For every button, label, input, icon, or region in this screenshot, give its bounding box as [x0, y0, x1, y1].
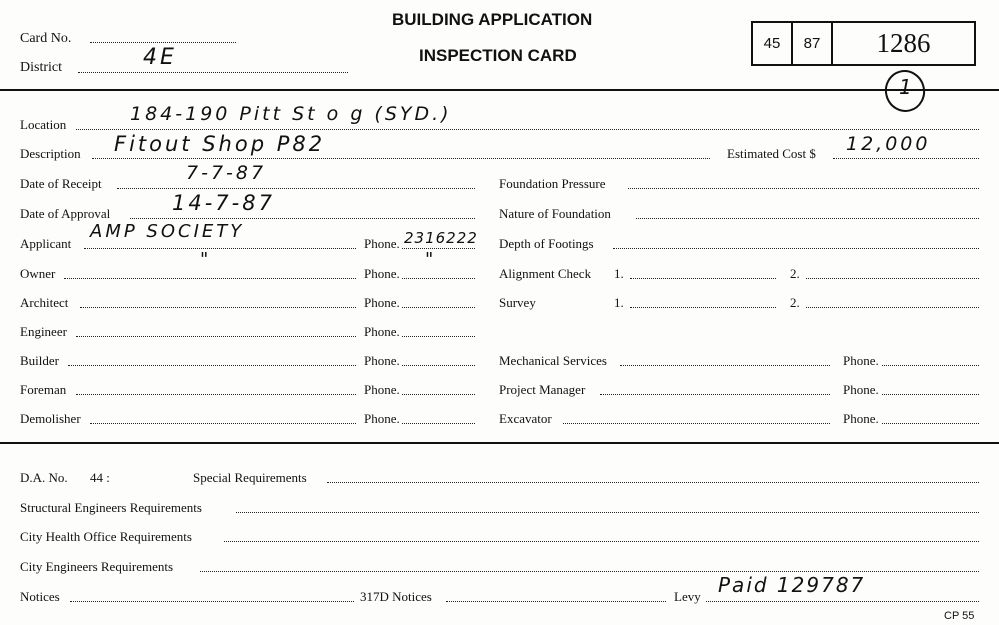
mechanical-field[interactable]: [620, 365, 830, 366]
demolisher-phone-label: Phone.: [364, 411, 400, 426]
demolisher-phone-field[interactable]: [402, 423, 475, 424]
health-label: City Health Office Requirements: [20, 529, 192, 544]
box2-value: 87: [803, 35, 821, 52]
owner-field[interactable]: [64, 278, 356, 279]
survey-1-field[interactable]: [630, 307, 776, 308]
foreman-field[interactable]: [76, 394, 356, 395]
alignment-check-label: Alignment Check: [499, 266, 592, 281]
header-divider: [0, 89, 999, 91]
architect-phone-field[interactable]: [402, 307, 475, 308]
levy-field[interactable]: [706, 601, 979, 602]
excavator-label: Excavator: [499, 411, 552, 426]
estimated-cost-value: 12,000: [846, 133, 931, 155]
project-manager-field[interactable]: [600, 394, 830, 395]
applicant-phone-field[interactable]: [402, 248, 475, 249]
survey-2-label: 2.: [790, 295, 800, 310]
engineer-label: Engineer: [20, 324, 67, 339]
project-manager-phone-field[interactable]: [882, 394, 979, 395]
da-no-label: D.A. No.: [20, 470, 68, 485]
builder-phone-label: Phone.: [364, 353, 400, 368]
district-label: District: [20, 60, 62, 75]
demolisher-field[interactable]: [90, 423, 356, 424]
description-value: Fitout Shop P82: [114, 132, 326, 156]
district-field[interactable]: [78, 72, 348, 73]
architect-phone-label: Phone.: [364, 295, 400, 310]
applicant-phone-value: 2316222: [404, 229, 478, 247]
applicant-label: Applicant: [20, 236, 72, 251]
estimated-cost-label: Estimated Cost $: [727, 146, 816, 161]
nature-foundation-label: Nature of Foundation: [499, 206, 611, 221]
survey-label: Survey: [499, 295, 536, 310]
owner-phone-ditto: ": [425, 249, 437, 270]
mechanical-phone-label: Phone.: [843, 353, 879, 368]
excavator-phone-field[interactable]: [882, 423, 979, 424]
foreman-label: Foreman: [20, 382, 67, 397]
owner-label: Owner: [20, 266, 56, 281]
card-no-field[interactable]: [90, 42, 236, 43]
form-code: CP 55: [944, 610, 975, 622]
engineer-field[interactable]: [76, 336, 356, 337]
foreman-phone-field[interactable]: [402, 394, 475, 395]
foreman-phone-label: Phone.: [364, 382, 400, 397]
number-box-1: [751, 21, 793, 66]
alignment-2-label: 2.: [790, 266, 800, 281]
excavator-phone-label: Phone.: [843, 411, 879, 426]
location-value: 184-190 Pitt St o g (SYD.): [130, 103, 452, 125]
card-no-label: Card No.: [20, 31, 72, 46]
architect-field[interactable]: [80, 307, 356, 308]
levy-value: Paid 129787: [718, 573, 866, 597]
structural-field[interactable]: [236, 512, 979, 513]
date-receipt-field[interactable]: [117, 188, 475, 189]
structural-label: Structural Engineers Requirements: [20, 500, 202, 515]
mechanical-phone-field[interactable]: [882, 365, 979, 366]
date-receipt-value: 7-7-87: [186, 162, 267, 184]
demolisher-label: Demolisher: [20, 411, 81, 426]
engineer-phone-field[interactable]: [402, 336, 475, 337]
notices-label: Notices: [20, 589, 60, 604]
foundation-pressure-label: Foundation Pressure: [499, 176, 606, 191]
alignment-1-label: 1.: [614, 266, 624, 281]
date-approval-field[interactable]: [130, 218, 475, 219]
date-receipt-label: Date of Receipt: [20, 176, 102, 191]
notices-field[interactable]: [70, 601, 354, 602]
description-field[interactable]: [92, 158, 710, 159]
estimated-cost-field[interactable]: [833, 158, 979, 159]
box1-value: 45: [763, 35, 781, 52]
survey-2-field[interactable]: [806, 307, 979, 308]
applicant-phone-label: Phone.: [364, 236, 400, 251]
nature-foundation-field[interactable]: [636, 218, 979, 219]
special-req-label: Special Requirements: [193, 470, 307, 485]
notices-317d-field[interactable]: [446, 601, 666, 602]
location-label: Location: [20, 117, 67, 132]
builder-field[interactable]: [68, 365, 356, 366]
alignment-1-field[interactable]: [630, 278, 776, 279]
date-approval-value: 14-7-87: [172, 191, 275, 215]
architect-label: Architect: [20, 295, 69, 310]
project-manager-phone-label: Phone.: [843, 382, 879, 397]
excavator-field[interactable]: [563, 423, 830, 424]
health-field[interactable]: [224, 541, 979, 542]
card-number-box: [831, 21, 976, 66]
depth-footings-label: Depth of Footings: [499, 236, 594, 251]
description-label: Description: [20, 146, 81, 161]
title-line2: INSPECTION CARD: [419, 46, 577, 65]
owner-ditto: ": [200, 249, 212, 270]
levy-label: Levy: [674, 589, 701, 604]
city-engineers-label: City Engineers Requirements: [20, 559, 174, 574]
middle-divider: [0, 442, 999, 444]
applicant-field[interactable]: [84, 248, 356, 249]
builder-phone-field[interactable]: [402, 365, 475, 366]
owner-phone-label: Phone.: [364, 266, 400, 281]
mechanical-label: Mechanical Services: [499, 353, 607, 368]
circled-number: 1: [899, 75, 912, 99]
city-engineers-field[interactable]: [200, 571, 979, 572]
notices-317d-label: 317D Notices: [360, 589, 432, 604]
engineer-phone-label: Phone.: [364, 324, 400, 339]
applicant-value: AMP SOCIETY: [90, 221, 245, 242]
project-manager-label: Project Manager: [499, 382, 586, 397]
depth-footings-field[interactable]: [613, 248, 979, 249]
date-approval-label: Date of Approval: [20, 206, 111, 221]
card-number: 1286: [876, 28, 931, 58]
number-box-2: [791, 21, 833, 66]
da-no-value: 44 :: [90, 470, 110, 485]
location-field[interactable]: [76, 129, 979, 130]
title-line1: BUILDING APPLICATION: [392, 10, 593, 29]
alignment-2-field[interactable]: [806, 278, 979, 279]
owner-phone-field[interactable]: [402, 278, 475, 279]
foundation-pressure-field[interactable]: [628, 188, 979, 189]
special-req-field[interactable]: [327, 482, 979, 483]
district-value: 4E: [143, 45, 177, 70]
survey-1-label: 1.: [614, 295, 624, 310]
builder-label: Builder: [20, 353, 59, 368]
